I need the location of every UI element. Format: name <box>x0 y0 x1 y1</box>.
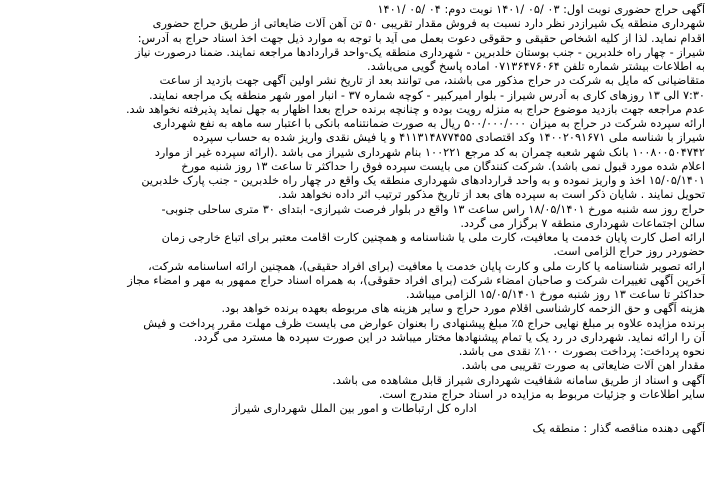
auction-notice <box>4 3 705 488</box>
notice-line: آگهی و اسناد از طریق سامانه شفافیت شهرداری شیراز قابل مشاهده می باشد. <box>332 373 705 387</box>
notice-line: ۷:۳۰ الی ۱۳ روزهای کاری به آدرس شیراز - بلوار امیرکبیر - کوچه شماره ۳۷ - انبار امور شهر منطقه یک مراجعه نمایند. <box>148 88 705 102</box>
notice-line: آخرین آگهی تغییرات شرکت و صاحبان امضاء شرکت (برای افراد حقوقی)، به همراه اسناد حراج ممهور به مهر و امضاء مجاز <box>127 273 705 287</box>
notice-line: شهرداری منطقه یک شیرازدر نظر دارد نسبت به فروش مقدار تقریبی ۵۰ تن آهن آلات ضایعاتی از طریق حراج حضوری <box>152 17 705 31</box>
notice-signature: اداره کل ارتباطات و امور بین الملل شهرداری شیراز <box>232 402 477 415</box>
notice-line: مقدار اهن آلات ضایعاتی به صورت تقریبی می باشد. <box>461 359 705 373</box>
notice-line: سایر اطلاعات و جزئیات مربوط به مزایده در اسناد حراج مندرج است. <box>378 387 705 401</box>
notice-line: به اطلاعات بیشتر شماره تلفن ۰۷۱۳۶۴۷۶۰۶۴ اماده پاسخ گویی می‌باشد. <box>367 60 705 73</box>
notice-line: سالن اجتماعات شهرداری منطقه ۷ برگزار می گردد. <box>460 216 705 230</box>
notice-line: هزینه آگهی و حق الزحمه کارشناسی اقلام مورد حراج و سایر هزینه های مربوطه بعهده برنده خواهد بود. <box>221 302 705 316</box>
notice-line: شیراز با شناسه ملی ۱۴۰۰۲۰۹۱۶۷۱ وکد اقتصادی ۴۱۱۳۱۴۸۷۷۴۵۵ و یا فیش نقدی واریز شده به حساب سپرده <box>192 131 705 145</box>
notice-line: عدم مراجعه جهت بازدید موضوع حراج به منزله رویت بوده و چنانچه برنده حراج بعدا اظهار به جهل نماید پذیرفته نخواهد شد. <box>125 102 705 116</box>
notice-line: ارائه اصل کارت پایان خدمت یا معافیت، کارت ملی یا شناسنامه و همچنین کارت اقامت معتبر برای اتباع خارجی زمان <box>161 231 705 244</box>
notice-line: آن را ارائه نماید. شهرداری در رد یک یا تمام پیشنهادها مختار میباشد در این صورت سپرده ها مسترد می گردد. <box>193 330 705 344</box>
notice-line: ارائه تصویر شناسنامه یا کارت ملی و کارت پایان خدمت یا معافیت (برای افراد حقیقی)، همچنین ارائه اساسنامه شرکت، <box>148 259 705 273</box>
notice-footer: آگهی دهنده مناقصه گذار : منطقه یک <box>532 422 705 436</box>
notice-line: اقدام نماید. لذا از کلیه اشخاص حقیقی و حقوقی دعوت بعمل می آید با توجه به موارد ذیل جهت اخذ اسناد حراج به آدرس: <box>137 31 705 45</box>
notice-line: ۱۰۰۸۰۰۵۰۴۷۴۲ بانک شهر شعبه چمران به کد مرجع ۱۰۰۲۲۱ بنام شهرداری شیراز می باشد .(ارائه سپرده غیر از موارد <box>154 145 705 159</box>
notice-line: حضوردر روز حراج الزامی است. <box>553 245 705 259</box>
notice-line: اعلام شده مورد قبول نمی باشد). شرکت کنندگان می بایست سپرده فوق را حداکثر تا ساعت ۱۳ روز شنبه مورخ <box>181 159 705 173</box>
notice-line: شیراز - چهار راه خلدبرین - جنب بوستان خلدبرین - شهرداری منطقه یک-واحد قراردادها مراجعه نمایند. ضمنا درصورت نیاز <box>135 45 705 59</box>
notice-line: حراج روز سه شنبه مورخ ۱۸/۰۵/۱۴۰۱ راس ساعت ۱۳ واقع در بلوار فرصت شیرازی- ابتدای ۳۰ متری ساحلی جنوبی- <box>161 202 705 216</box>
notice-line: ۱۵/۰۵/۱۴۰۱ اخذ و واریز نموده و به واحد قراردادهای شهرداری منطقه یک واقع در چهار راه خلدبرین - جنب پارک خلدبرین <box>141 174 705 187</box>
notice-line: حداکثر تا ساعت ۱۳ روز شنبه مورخ ۱۵/۰۵/۱۴۰۱ الزامی میباشد. <box>405 288 705 301</box>
notice-line: ارائه سپرده شرکت در حراج به میزان ۵۰۰/۰۰۰/۰۰۰ ریال به صورت ضمانتنامه بانکی با اعتبار سه ماهه به نفع شهرداری <box>152 117 705 130</box>
notice-line: برنده مزایده علاوه بر مبلغ نهایی حراج ۵٪ مبلغ پیشنهادی را بعنوان عوارض می بایست ظرف مهلت مقرر پرداخت و فیش <box>143 316 705 330</box>
notice-line: نحوه پرداخت: پرداخت بصورت ۱۰۰٪ نقدی می باشد. <box>458 345 705 358</box>
notice-header: آگهی حراج حضوری نوبت اول: ۰۳ /۰۵ /۱۴۰۱ نوبت دوم: ۰۴ /۰۵ /۱۴۰۱ <box>377 3 705 16</box>
notice-line: تحویل نمایند . شایان ذکر است به سپرده های بعد از تاریخ مذکور ترتیب اثر داده نخواهد شد. <box>277 188 705 202</box>
notice-line: متقاضیانی که مایل به شرکت در حراج مذکور می باشند، می توانند بعد از تاریخ نشر اولین آگهی جهت بازدید از ساعت <box>159 74 705 88</box>
